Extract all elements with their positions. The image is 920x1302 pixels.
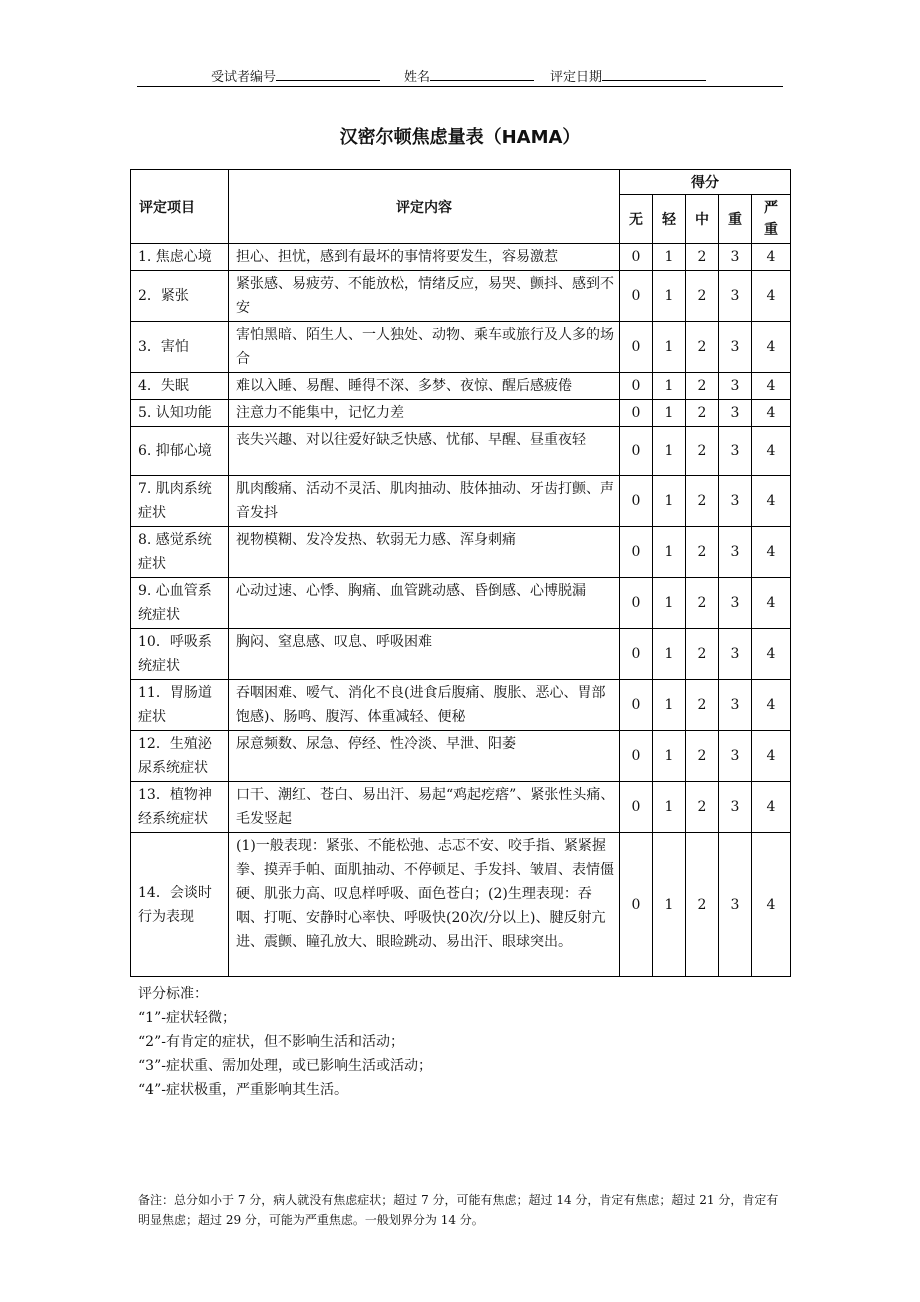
score-option[interactable]: 3: [719, 244, 752, 271]
score-option[interactable]: 2: [686, 680, 719, 731]
table-row: [131, 244, 791, 271]
score-option[interactable]: 4: [752, 527, 791, 578]
score-option[interactable]: 2: [686, 527, 719, 578]
item-cell: 11．胃肠道症状: [131, 680, 229, 731]
score-option[interactable]: 1: [653, 629, 686, 680]
item-cell: 6. 抑郁心境: [131, 427, 229, 476]
criteria-line: “4”-症状极重，严重影响其生活。: [138, 1082, 348, 1098]
footnote: 备注：总分如小于 7 分，病人就没有焦虑症状；超过 7 分，可能有焦虑；超过 14 分，肯定有焦虑；超过 21 分，肯定有明显焦虑；超过 29 分，可能为严重焦虑。一般划界分为 14 分。: [138, 1193, 779, 1227]
score-option[interactable]: 2: [686, 244, 719, 271]
score-header-mild: 轻: [653, 195, 686, 244]
item-cell: 12．生殖泌尿系统症状: [131, 731, 229, 782]
subject-id-blank[interactable]: [276, 68, 380, 81]
score-option[interactable]: 4: [752, 322, 791, 373]
hama-table: [130, 169, 791, 977]
score-option[interactable]: 4: [752, 400, 791, 427]
criteria-line: “1”-症状轻微；: [138, 1010, 236, 1026]
item-cell: 4．失眠: [131, 373, 229, 400]
score-option[interactable]: 0: [620, 322, 653, 373]
page-title: 汉密尔顿焦虑量表（HAMA）: [339, 127, 581, 148]
score-option[interactable]: 2: [686, 578, 719, 629]
content-cell: 担心、担忧，感到有最坏的事情将要发生，容易激惹: [229, 244, 620, 271]
score-option[interactable]: 4: [752, 271, 791, 322]
table-row: [131, 680, 791, 731]
subject-id-label: 受试者编号: [211, 70, 277, 85]
score-header-severe: 重: [719, 195, 752, 244]
score-option[interactable]: 1: [653, 578, 686, 629]
col-header-content: 评定内容: [229, 170, 620, 244]
item-cell: 10．呼吸系统症状: [131, 629, 229, 680]
item-cell: 3．害怕: [131, 322, 229, 373]
col-header-item: 评定项目: [131, 170, 229, 244]
item-cell: 13．植物神经系统症状: [131, 782, 229, 833]
score-option[interactable]: 4: [752, 629, 791, 680]
content-cell: 肌肉酸痛、活动不灵活、肌肉抽动、肢体抽动、牙齿打颤、声音发抖: [229, 476, 620, 527]
score-option[interactable]: 2: [686, 629, 719, 680]
score-option[interactable]: 4: [752, 476, 791, 527]
score-option[interactable]: 1: [653, 322, 686, 373]
score-option[interactable]: 3: [719, 322, 752, 373]
item-cell: 9. 心血管系统症状: [131, 578, 229, 629]
score-header-extreme: 严重: [752, 195, 791, 244]
score-header-none: 无: [620, 195, 653, 244]
score-option[interactable]: 0: [620, 578, 653, 629]
score-option[interactable]: 2: [686, 731, 719, 782]
score-option[interactable]: 2: [686, 322, 719, 373]
table-row: [131, 782, 791, 833]
item-cell: 7. 肌肉系统症状: [131, 476, 229, 527]
subject-id-field[interactable]: [211, 66, 276, 85]
score-option[interactable]: 2: [686, 476, 719, 527]
item-cell: 8. 感觉系统症状: [131, 527, 229, 578]
score-option[interactable]: 4: [752, 427, 791, 476]
table-row: [131, 476, 791, 527]
score-option[interactable]: 4: [752, 244, 791, 271]
score-option[interactable]: 3: [719, 833, 752, 977]
score-option[interactable]: 3: [719, 476, 752, 527]
table-row: [131, 629, 791, 680]
score-option[interactable]: 1: [653, 833, 686, 977]
score-option[interactable]: 0: [620, 427, 653, 476]
score-option[interactable]: 3: [719, 271, 752, 322]
score-option[interactable]: 4: [752, 680, 791, 731]
form-header: [137, 64, 783, 87]
table-row: [131, 578, 791, 629]
score-option[interactable]: 0: [620, 271, 653, 322]
score-option[interactable]: 1: [653, 400, 686, 427]
table-row: [131, 731, 791, 782]
score-option[interactable]: 3: [719, 578, 752, 629]
score-option[interactable]: 0: [620, 731, 653, 782]
content-cell: 视物模糊、发冷发热、软弱无力感、浑身刺痛: [229, 527, 620, 578]
table-row: [131, 833, 791, 977]
score-option[interactable]: 3: [719, 629, 752, 680]
score-option[interactable]: 1: [653, 731, 686, 782]
score-option[interactable]: 1: [653, 244, 686, 271]
score-option[interactable]: 2: [686, 400, 719, 427]
score-option[interactable]: 1: [653, 476, 686, 527]
criteria-line: “2”-有肯定的症状，但不影响生活和活动；: [138, 1034, 404, 1050]
content-cell: 胸闷、窒息感、叹息、呼吸困难: [229, 629, 620, 680]
score-option[interactable]: 0: [620, 680, 653, 731]
score-option[interactable]: 2: [686, 271, 719, 322]
score-option[interactable]: 0: [620, 527, 653, 578]
score-option[interactable]: 0: [620, 782, 653, 833]
score-option[interactable]: 4: [752, 833, 791, 977]
score-option[interactable]: 4: [752, 578, 791, 629]
criteria-line: “3”-症状重、需加处理，或已影响生活或活动；: [138, 1058, 432, 1074]
score-option[interactable]: 4: [752, 782, 791, 833]
scoring-criteria: [138, 982, 432, 1102]
score-option[interactable]: 1: [653, 271, 686, 322]
col-header-score-group: 得分: [620, 170, 791, 195]
name-field[interactable]: [404, 66, 430, 85]
content-cell: 丧失兴趣、对以往爱好缺乏快感、忧郁、早醒、昼重夜轻: [229, 427, 620, 476]
score-option[interactable]: 0: [620, 373, 653, 400]
content-cell: 口干、潮红、苍白、易出汗、易起“鸡起疙瘩”、紧张性头痛、毛发竖起: [229, 782, 620, 833]
score-option[interactable]: 3: [719, 782, 752, 833]
name-blank[interactable]: [430, 68, 534, 81]
table-row: [131, 400, 791, 427]
score-option[interactable]: 0: [620, 629, 653, 680]
table-row: [131, 427, 791, 476]
content-cell: 心动过速、心悸、胸痛、血管跳动感、昏倒感、心博脱漏: [229, 578, 620, 629]
item-cell: 14．会谈时行为表现: [131, 833, 229, 977]
score-option[interactable]: 3: [719, 731, 752, 782]
score-option[interactable]: 2: [686, 373, 719, 400]
table-row: [131, 527, 791, 578]
score-option[interactable]: 2: [686, 782, 719, 833]
score-option[interactable]: 3: [719, 373, 752, 400]
name-label: 姓名: [404, 70, 431, 85]
score-option[interactable]: 4: [752, 731, 791, 782]
score-option[interactable]: 1: [653, 427, 686, 476]
score-option[interactable]: 0: [620, 244, 653, 271]
date-field[interactable]: [550, 66, 602, 85]
score-option[interactable]: 4: [752, 373, 791, 400]
score-option[interactable]: 2: [686, 427, 719, 476]
score-option[interactable]: 1: [653, 373, 686, 400]
content-cell: 难以入睡、易醒、睡得不深、多梦、夜惊、醒后感疲倦: [229, 373, 620, 400]
item-cell: 5. 认知功能: [131, 400, 229, 427]
score-option[interactable]: 1: [653, 527, 686, 578]
score-option[interactable]: 3: [719, 400, 752, 427]
date-label: 评定日期: [550, 70, 603, 85]
score-option[interactable]: 1: [653, 680, 686, 731]
score-option[interactable]: 3: [719, 427, 752, 476]
item-cell: 1. 焦虑心境: [131, 244, 229, 271]
date-blank[interactable]: [602, 68, 706, 81]
content-cell: 害怕黑暗、陌生人、一人独处、动物、乘车或旅行及人多的场合: [229, 322, 620, 373]
score-option[interactable]: 0: [620, 833, 653, 977]
content-cell: (1)一般表现：紧张、不能松弛、忐忑不安、咬手指、紧紧握拳、摸弄手帕、面肌抽动、不停顿足、手发抖、皱眉、表情僵硬、肌张力高、叹息样呼吸、面色苍白；(2)生理表现：吞咽、打呃、安静时心率快、呼吸快(20次/分以上)、腱反射亢进、震颤、瞳孔放大、眼睑跳动、易出汗、眼球突出。: [229, 833, 620, 977]
score-header-moderate: 中: [686, 195, 719, 244]
content-cell: 注意力不能集中，记忆力差: [229, 400, 620, 427]
item-cell: 2．紧张: [131, 271, 229, 322]
score-option[interactable]: 3: [719, 527, 752, 578]
table-row: [131, 271, 791, 322]
table-row: [131, 373, 791, 400]
score-option[interactable]: 0: [620, 400, 653, 427]
content-cell: 紧张感、易疲劳、不能放松，情绪反应，易哭、颤抖、感到不安: [229, 271, 620, 322]
score-option[interactable]: 1: [653, 782, 686, 833]
table-row: [131, 322, 791, 373]
content-cell: 尿意频数、尿急、停经、性冷淡、早泄、阳萎: [229, 731, 620, 782]
content-cell: 吞咽困难、嗳气、消化不良(进食后腹痛、腹胀、恶心、胃部饱感)、肠鸣、腹泻、体重减轻、便秘: [229, 680, 620, 731]
score-option[interactable]: 0: [620, 476, 653, 527]
score-option[interactable]: 3: [719, 680, 752, 731]
criteria-heading: 评分标准：: [138, 986, 208, 1002]
score-option[interactable]: 2: [686, 833, 719, 977]
